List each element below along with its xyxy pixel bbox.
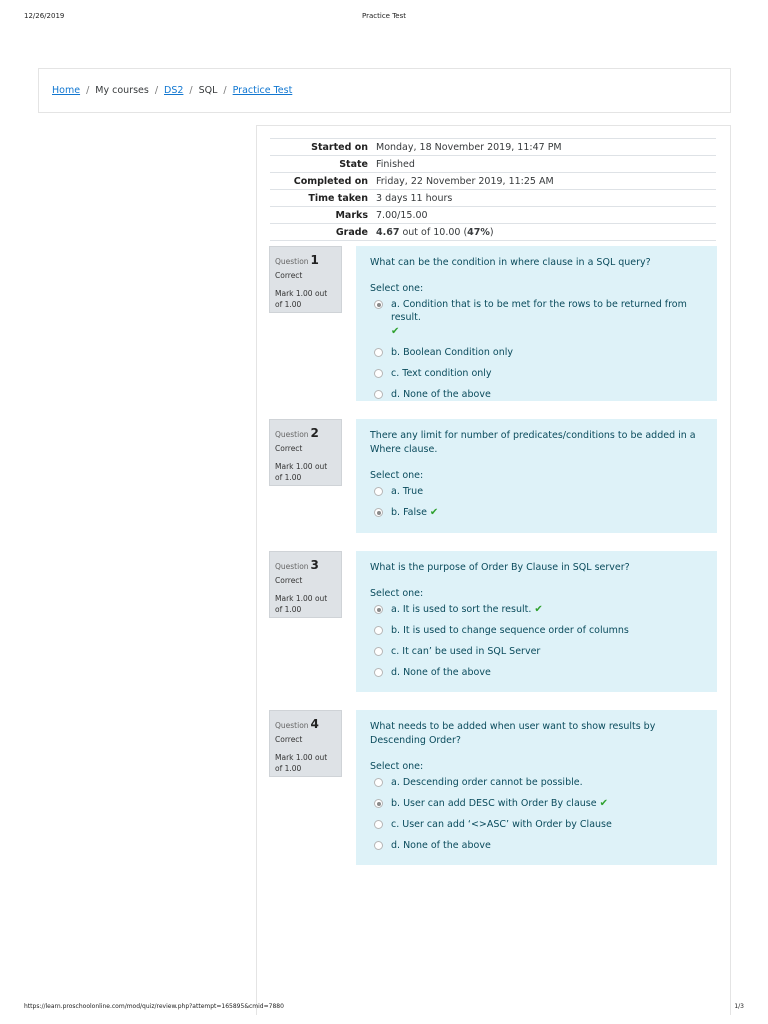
question-body-2 <box>356 419 717 533</box>
question-number: 2 <box>310 426 319 440</box>
answer-option[interactable] <box>370 506 703 519</box>
question-word: Question <box>275 430 309 439</box>
radio-button[interactable] <box>374 820 383 829</box>
question-body-4 <box>356 710 717 865</box>
summary-row <box>270 190 716 207</box>
summary-row <box>270 207 716 224</box>
summary-key: State <box>270 156 376 173</box>
answer-label: d. None of the above <box>391 389 491 400</box>
check-icon: ✔ <box>391 326 400 337</box>
breadcrumb-home-link[interactable]: Home <box>52 85 81 96</box>
check-icon: ✔ <box>599 798 608 809</box>
summary-value: Friday, 22 November 2019, 11:25 AM <box>376 173 716 190</box>
answer-options <box>370 485 703 519</box>
answer-option[interactable] <box>370 485 703 498</box>
select-one-prompt: Select one: <box>370 283 424 294</box>
attempt-summary-table <box>270 138 716 241</box>
question-mark: Mark 1.00 out of 1.00 <box>275 594 328 614</box>
answer-option[interactable] <box>370 645 703 658</box>
radio-button-selected[interactable] <box>374 300 383 309</box>
answer-options <box>370 603 703 679</box>
radio-button[interactable] <box>374 487 383 496</box>
summary-key: Completed on <box>270 173 376 190</box>
radio-button[interactable] <box>374 647 383 656</box>
question-info-4 <box>269 710 342 777</box>
question-text: There any limit for number of predicates/conditions to be added in a Where clause. <box>370 430 696 455</box>
question-info-1 <box>269 246 342 313</box>
radio-button[interactable] <box>374 390 383 399</box>
grade-out-of: out of 10.00 ( <box>399 226 468 238</box>
answer-label: d. None of the above <box>391 840 491 851</box>
question-mark: Mark 1.00 out of 1.00 <box>275 753 328 773</box>
answer-option-content <box>391 298 703 338</box>
breadcrumb-container <box>38 68 731 113</box>
breadcrumb-separator: / <box>223 85 227 96</box>
radio-button-selected[interactable] <box>374 799 383 808</box>
answer-options <box>370 776 703 852</box>
breadcrumb-separator: / <box>189 85 193 96</box>
answer-label: a. Condition that is to be met for the rows to be returned from result. <box>391 299 687 323</box>
print-page-number: 1/3 <box>734 1003 744 1010</box>
select-one-prompt: Select one: <box>370 761 424 772</box>
answer-option[interactable] <box>370 624 703 637</box>
answer-option[interactable] <box>370 797 703 810</box>
summary-value: 7.00/15.00 <box>376 207 716 224</box>
breadcrumb-sql: SQL <box>198 85 218 96</box>
select-one-prompt: Select one: <box>370 470 424 481</box>
question-number: 3 <box>310 558 319 572</box>
summary-row <box>270 139 716 156</box>
radio-button[interactable] <box>374 348 383 357</box>
answer-option[interactable] <box>370 298 703 338</box>
question-text: What needs to be added when user want to show results by Descending Order? <box>370 721 656 746</box>
question-state: Correct <box>275 735 303 744</box>
answer-option[interactable] <box>370 346 703 359</box>
radio-button-selected[interactable] <box>374 508 383 517</box>
radio-button[interactable] <box>374 626 383 635</box>
question-state: Correct <box>275 444 303 453</box>
answer-option[interactable] <box>370 367 703 380</box>
answer-label: b. False <box>391 507 427 518</box>
summary-value: Monday, 18 November 2019, 11:47 PM <box>376 139 716 156</box>
radio-button[interactable] <box>374 668 383 677</box>
check-icon: ✔ <box>429 507 439 518</box>
answer-label: c. Text condition only <box>391 368 492 379</box>
answer-label: a. True <box>391 486 424 497</box>
question-word: Question <box>275 721 309 730</box>
summary-key: Grade <box>270 224 376 241</box>
summary-row <box>270 156 716 173</box>
question-word: Question <box>275 257 309 266</box>
radio-button[interactable] <box>374 778 383 787</box>
radio-button-selected[interactable] <box>374 605 383 614</box>
answer-label: d. None of the above <box>391 667 491 678</box>
answer-option[interactable] <box>370 776 703 789</box>
question-word: Question <box>275 562 309 571</box>
question-mark: Mark 1.00 out of 1.00 <box>275 462 328 482</box>
grade-value-cell <box>376 224 716 241</box>
summary-row <box>270 173 716 190</box>
answer-label: a. It is used to sort the result. <box>391 604 532 615</box>
grade-percent: 47% <box>467 226 490 238</box>
breadcrumb-separator: / <box>86 85 90 96</box>
summary-value: 3 days 11 hours <box>376 190 716 207</box>
question-text: What can be the condition in where clause in a SQL query? <box>370 257 651 268</box>
summary-value: Finished <box>376 156 716 173</box>
print-title: Practice Test <box>362 12 406 20</box>
summary-row <box>270 224 716 241</box>
radio-button[interactable] <box>374 369 383 378</box>
summary-key: Started on <box>270 139 376 156</box>
answer-label: c. It can’ be used in SQL Server <box>391 646 541 657</box>
answer-label: a. Descending order cannot be possible. <box>391 777 583 788</box>
breadcrumb-ds2-link[interactable]: DS2 <box>164 85 184 96</box>
question-info-3 <box>269 551 342 618</box>
print-date: 12/26/2019 <box>24 12 65 20</box>
question-body-3 <box>356 551 717 692</box>
question-state: Correct <box>275 576 303 585</box>
grade-score: 4.67 <box>376 226 400 238</box>
question-info-2 <box>269 419 342 486</box>
summary-key: Time taken <box>270 190 376 207</box>
summary-key: Marks <box>270 207 376 224</box>
answer-option[interactable] <box>370 603 703 616</box>
answer-label: b. It is used to change sequence order of columns <box>391 625 629 636</box>
answer-label: c. User can add ‘<>ASC’ with Order by Clause <box>391 819 612 830</box>
breadcrumb-separator: / <box>154 85 159 96</box>
question-number: 1 <box>310 253 319 267</box>
breadcrumb <box>52 85 292 96</box>
radio-button[interactable] <box>374 841 383 850</box>
question-body-1 <box>356 246 717 401</box>
print-url: https://learn.proschoolonline.com/mod/quiz/review.php?attempt=165895&cmid=7880 <box>24 1003 284 1010</box>
answer-option[interactable] <box>370 818 703 831</box>
question-state: Correct <box>275 271 303 280</box>
breadcrumb-my-courses: My courses <box>95 85 149 96</box>
answer-label: b. Boolean Condition only <box>391 347 514 358</box>
answer-option[interactable] <box>370 388 703 401</box>
question-mark: Mark 1.00 out of 1.00 <box>275 289 328 309</box>
breadcrumb-practice-test-link[interactable]: Practice Test <box>232 85 293 96</box>
answer-label: b. User can add DESC with Order By clause <box>391 798 597 809</box>
question-number: 4 <box>310 717 319 731</box>
question-text: What is the purpose of Order By Clause in SQL server? <box>370 562 630 573</box>
check-icon: ✔ <box>534 604 543 615</box>
answer-option[interactable] <box>370 839 703 852</box>
select-one-prompt: Select one: <box>370 588 424 599</box>
answer-options <box>370 298 703 401</box>
answer-option[interactable] <box>370 666 703 679</box>
grade-close: ) <box>489 226 494 238</box>
